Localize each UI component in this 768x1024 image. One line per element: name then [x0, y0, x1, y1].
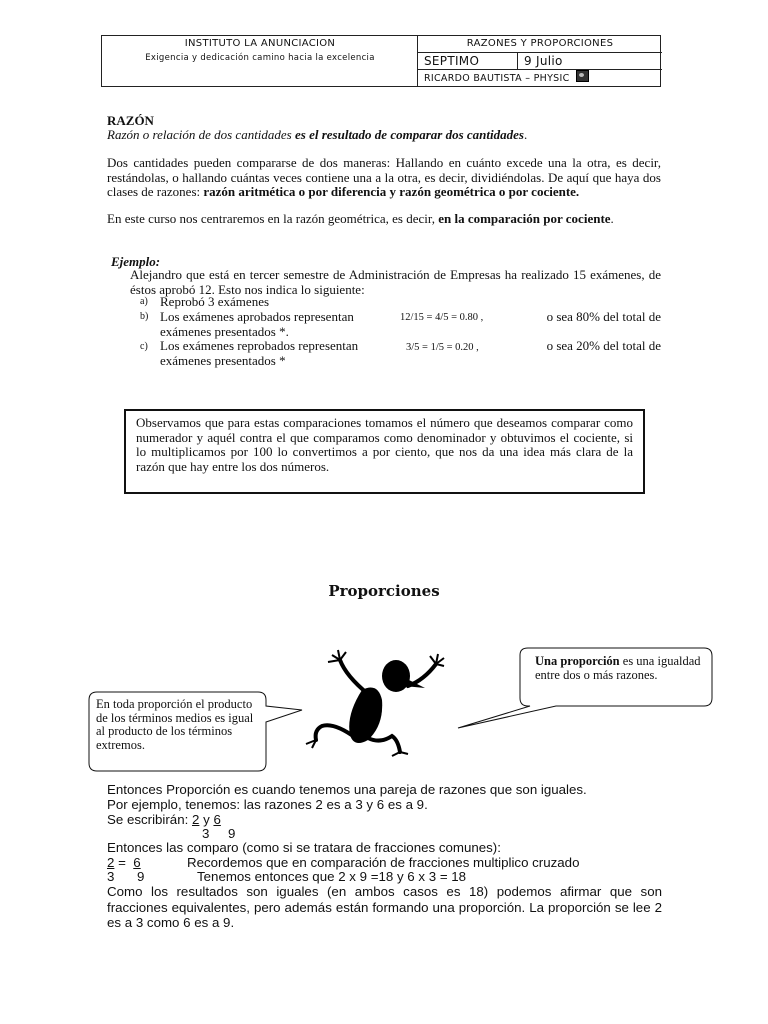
dancing-figure-icon	[306, 650, 444, 756]
institute-motto: Exigencia y dedicación camino hacia la excelencia	[145, 53, 375, 63]
institute-name: INSTITUTO LA ANUNCIACION	[184, 38, 336, 49]
item-c-text: Los exámenes reprobados representan	[160, 338, 359, 353]
item-c-cont: exámenes presentados *	[160, 353, 286, 368]
left-bubble-text: En toda proporción el producto de los términos medios es igual al producto de los términos extremos.	[96, 697, 254, 752]
prop-line-7-d2: 9	[137, 869, 145, 884]
prop-conclusion: Como los resultados son iguales (en ambos casos es 18) podemos afirmar que son fracciones equivalentes, pero además están formando una proporción. La proporción se lee 2 es a 3 como 6 es a 9.	[107, 884, 662, 930]
grade-label: SEPTIMO	[418, 53, 518, 69]
teacher-name: RICARDO BAUTISTA – PHYSIC	[418, 70, 662, 86]
razon-paragraph-1: Dos cantidades pueden compararse de dos maneras: Hallando en cuánto excede una la otra, es decir, restándolas, o hallando cuántas veces contiene una a la otra, es decir, dividiéndolas. De aquí que haya dos clases de razones: razón aritmética o por diferencia y razón geométrica o por cociente.	[107, 155, 661, 199]
prop-denominator-3: 3	[202, 826, 210, 841]
observation-text: Observamos que para estas comparaciones tomamos el número que deseamos comparar como numerador y aquél contra el que comparamos como denominador y obtuvimos el cociente, si lo multiplicamos por 100 lo convertimos a por ciento, que nos da una idea más clara de la razón que hay entre los dos números.	[136, 415, 633, 474]
prop-line-3: Se escribirán: 2 y 6	[107, 812, 221, 827]
prop-line-2: Por ejemplo, tenemos: las razones 2 es a 3 y 6 es a 9.	[107, 797, 428, 812]
item-b-cont: exámenes presentados *.	[160, 324, 289, 339]
prop-line-7-text: Tenemos entonces que 2 x 9 =18 y 6 x 3 = 18	[197, 869, 467, 884]
proporciones-title: Proporciones	[328, 582, 440, 600]
item-c-formula: 3/5 = 1/5 = 0.20 ,	[406, 342, 479, 353]
item-b-percent: o sea 80% del total de	[546, 309, 661, 324]
right-bubble-text: Una proporción es una igualdad entre dos o más razones.	[535, 654, 701, 682]
subject-title: RAZONES Y PROPORCIONES	[466, 38, 614, 49]
prop-line-7-d1: 3	[107, 869, 115, 884]
razon-title: RAZÓN	[107, 113, 154, 128]
item-a-text: Reprobó 3 exámenes	[160, 294, 270, 309]
item-c-letter: c)	[140, 341, 148, 352]
item-c-percent: o sea 20% del total de	[546, 338, 661, 353]
prop-denominator-9: 9	[228, 826, 236, 841]
date-label: 9 Julio	[524, 54, 563, 68]
prop-line-1: Entonces Proporción es cuando tenemos una pareja de razones que son iguales.	[107, 782, 587, 797]
item-b-formula: 12/15 = 4/5 = 0.80 ,	[400, 312, 484, 323]
prop-line-6-fraction: 2 = 6	[107, 855, 141, 870]
item-b-letter: b)	[140, 311, 149, 322]
prop-line-6-text: Recordemos que en comparación de fracciones multiplico cruzado	[187, 855, 580, 870]
prop-line-5: Entonces las comparo (como si se tratara de fracciones comunes):	[107, 840, 501, 855]
razon-definition: Razón o relación de dos cantidades es el resultado de comparar dos cantidades.	[107, 127, 528, 142]
ejemplo-intro: Alejandro que está en tercer semestre de Administración de Empresas ha realizado 15 exámenes, de éstos aprobó 12. Esto nos indica lo siguiente:	[130, 267, 661, 297]
item-a-letter: a)	[140, 296, 148, 307]
item-b-text: Los exámenes aprobados representan	[160, 309, 354, 324]
razon-paragraph-2: En este curso nos centraremos en la razón geométrica, es decir, en la comparación por cociente.	[107, 211, 614, 226]
ejemplo-title: Ejemplo:	[111, 254, 161, 269]
